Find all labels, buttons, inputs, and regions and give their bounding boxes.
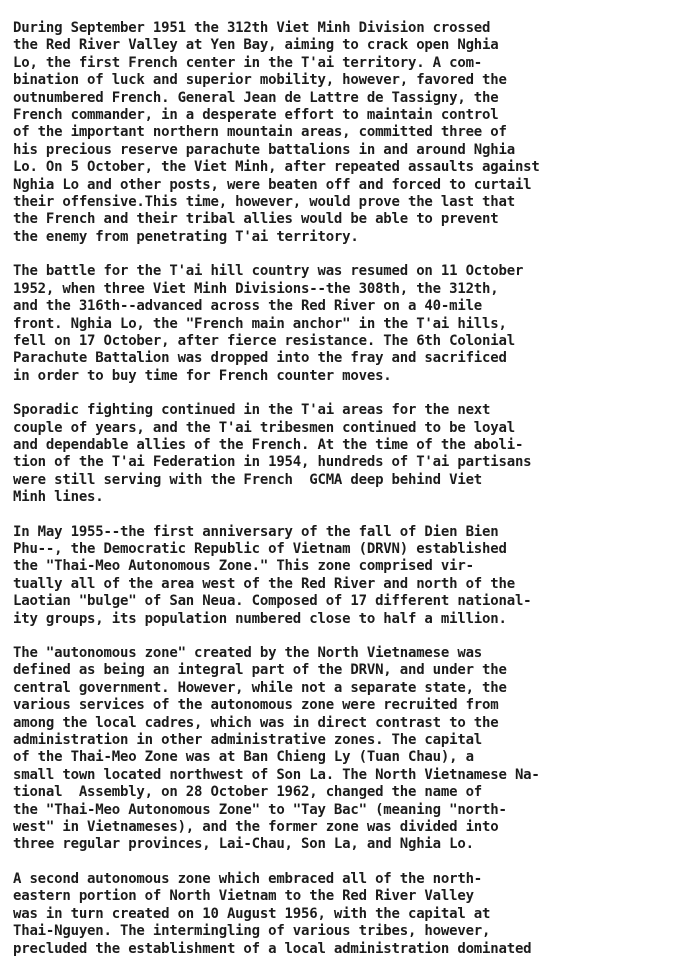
text-line: bination of luck and superior mobility, however, favored the [13, 72, 507, 89]
text-line: ity groups, its population numbered close to half a million. [13, 610, 507, 627]
text-line: Lo, the first French center in the T'ai territory. A com- [13, 54, 483, 71]
text-line: administration in other administrative zones. The capital [13, 732, 483, 749]
text-line: tion of the T'ai Federation in 1954, hundreds of T'ai partisans [13, 454, 532, 471]
text-line: his precious reserve parachute battalions in and around Nghia [13, 141, 515, 158]
text-line: of the Thai-Meo Zone was at Ban Chieng Ly (Tuan Chau), a [13, 749, 474, 766]
text-line: front. Nghia Lo, the "French main anchor" in the T'ai hills, [13, 315, 507, 332]
text-line: Sporadic fighting continued in the T'ai areas for the next [13, 402, 491, 419]
text-line: in order to buy time for French counter moves. [13, 367, 392, 384]
text-line: was in turn created on 10 August 1956, with the capital at [13, 905, 491, 922]
paragraph [13, 20, 692, 246]
text-line: fell on 17 October, after fierce resistance. The 6th Colonial [13, 332, 515, 349]
text-line: and dependable allies of the French. At the time of the aboli- [13, 436, 524, 453]
text-line: In May 1955--the first anniversary of the fall of Dien Bien [13, 523, 499, 540]
text-line: eastern portion of North Vietnam to the Red River Valley [13, 888, 474, 905]
text-line: tually all of the area west of the Red River and north of the [13, 575, 515, 592]
text-line: of the important northern mountain areas, committed three of [13, 124, 507, 141]
text-line: Lo. On 5 October, the Viet Minh, after repeated assaults against [13, 159, 540, 176]
text-line: Thai-Nguyen. The intermingling of various tribes, however, [13, 923, 491, 940]
paragraph [13, 871, 692, 958]
text-line: defined as being an integral part of the DRVN, and under the [13, 662, 507, 679]
text-line: couple of years, and the T'ai tribesmen continued to be loyal [13, 419, 515, 436]
text-line: their offensive.This time, however, would prove the last that [13, 194, 515, 211]
text-line: Laotian "bulge" of San Neua. Composed of 17 different national- [13, 593, 532, 610]
text-line: among the local cadres, which was in direct contrast to the [13, 714, 499, 731]
paragraph [13, 645, 692, 854]
text-line: were still serving with the French GCMA deep behind Viet [13, 471, 483, 488]
text-line: west" in Vietnameses), and the former zone was divided into [13, 819, 499, 836]
text-line: three regular provinces, Lai-Chau, Son La, and Nghia Lo. [13, 836, 474, 853]
text-line: French commander, in a desperate effort to maintain control [13, 107, 499, 124]
text-line: The battle for the T'ai hill country was resumed on 11 October [13, 263, 524, 280]
text-line: and the 316th--advanced across the Red River on a 40-mile [13, 298, 483, 315]
text-line: central government. However, while not a separate state, the [13, 679, 507, 696]
text-line: the Red River Valley at Yen Bay, aiming to crack open Nghia [13, 37, 499, 54]
text-line: the "Thai-Meo Autonomous Zone." This zone comprised vir- [13, 558, 474, 575]
text-line: Minh lines. [13, 489, 104, 506]
text-line: the enemy from penetrating T'ai territory. [13, 228, 359, 245]
text-line: the "Thai-Meo Autonomous Zone" to "Tay Bac" (meaning "north- [13, 801, 507, 818]
text-line: The "autonomous zone" created by the North Vietnamese was [13, 645, 483, 661]
text-line: Nghia Lo and other posts, were beaten off and forced to curtail [13, 176, 532, 193]
text-line: various services of the autonomous zone were recruited from [13, 697, 499, 714]
text-line: precluded the establishment of a local administration dominated [13, 940, 532, 957]
text-line: A second autonomous zone which embraced all of the north- [13, 870, 483, 887]
text-line: Phu--, the Democratic Republic of Vietnam (DRVN) established [13, 540, 507, 557]
text-line: small town located northwest of Son La. The North Vietnamese Na- [13, 766, 540, 783]
text-line: outnumbered French. General Jean de Lattre de Tassigny, the [13, 89, 499, 106]
text-line: Parachute Battalion was dropped into the fray and sacrificed [13, 350, 507, 367]
text-line: 1952, when three Viet Minh Divisions--the 308th, the 312th, [13, 280, 499, 297]
paragraph [13, 524, 692, 628]
text-line: During September 1951 the 312th Viet Minh Division crossed [13, 20, 491, 36]
text-line: tional Assembly, on 28 October 1962, changed the name of [13, 784, 483, 801]
paragraph [13, 263, 692, 385]
paragraph [13, 402, 692, 506]
text-line: the French and their tribal allies would be able to prevent [13, 211, 499, 228]
